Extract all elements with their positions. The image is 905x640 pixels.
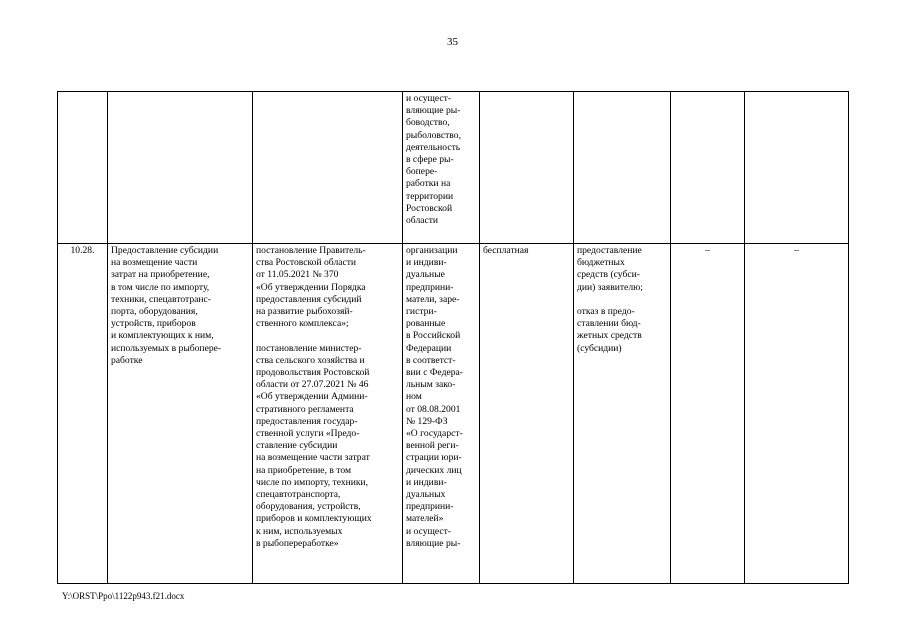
cell-result: предоставление бюджетных средств (субси- дии) заявителю; отказ в предо- ставлении бюд- жетных средств (субсидии) [574,244,671,584]
page-number: 35 [447,36,458,48]
table-row-continuation [58,92,849,244]
cell-col7: – [671,244,745,584]
cell-applicants: и осущест- вляющие ры- боводство, рыболовство, деятельность в сфере ры- бопере- работки на территории Ростовской области [403,92,480,244]
services-table [57,91,849,584]
cell-number: 10.28. [58,244,108,584]
cell-col8 [745,92,849,244]
cell-fee: бесплатная [480,244,574,584]
cell-legal-basis: постановление Правитель- ства Ростовской области от 11.05.2021 № 370 «Об утверждении Порядка предоставления субсидий на развитие рыбохозяй- ственного комплекса»; постановление министер- ства сельского хозяйства и продовольствия Ростовской области от 27.07.2021 № 46 «Об утверждении Админи- стративного регламента предоставления государ- ственной услуги «Предо- ставление субсидии на возмещение части затрат на приобретение, в том числе по импорту, техники, спецавтотранспорта, оборудования, устройств, приборов и комплектующих к ним, используемых в рыбопереработке» [253,244,403,584]
cell-service: Предоставление субсидии на возмещение части затрат на приобретение, в том числе по импорту, техники, спецавтотранс- порта, оборудования, устройств, приборов и комплектующих к ним, используемых в рыбопере- работке [108,244,253,584]
cell-fee [480,92,574,244]
table-row-10-28 [58,244,849,584]
cell-number [58,92,108,244]
footer-file-path: Y:\ORST\Ppo\1122p943.f21.docx [62,591,185,601]
cell-legal-basis [253,92,403,244]
cell-col8: – [745,244,849,584]
cell-result [574,92,671,244]
cell-applicants: организации и индиви- дуальные предприни- матели, заре- гистри- рованные в Российской Федерации в соответст- вии с Федера- льным зако- ном от 08.08.2001 № 129-ФЗ «О государст- венной реги- страции юри- дических лиц и индиви- дуальных предприни- мателей» и осущест- вляющие ры- [403,244,480,584]
cell-col7 [671,92,745,244]
cell-service [108,92,253,244]
